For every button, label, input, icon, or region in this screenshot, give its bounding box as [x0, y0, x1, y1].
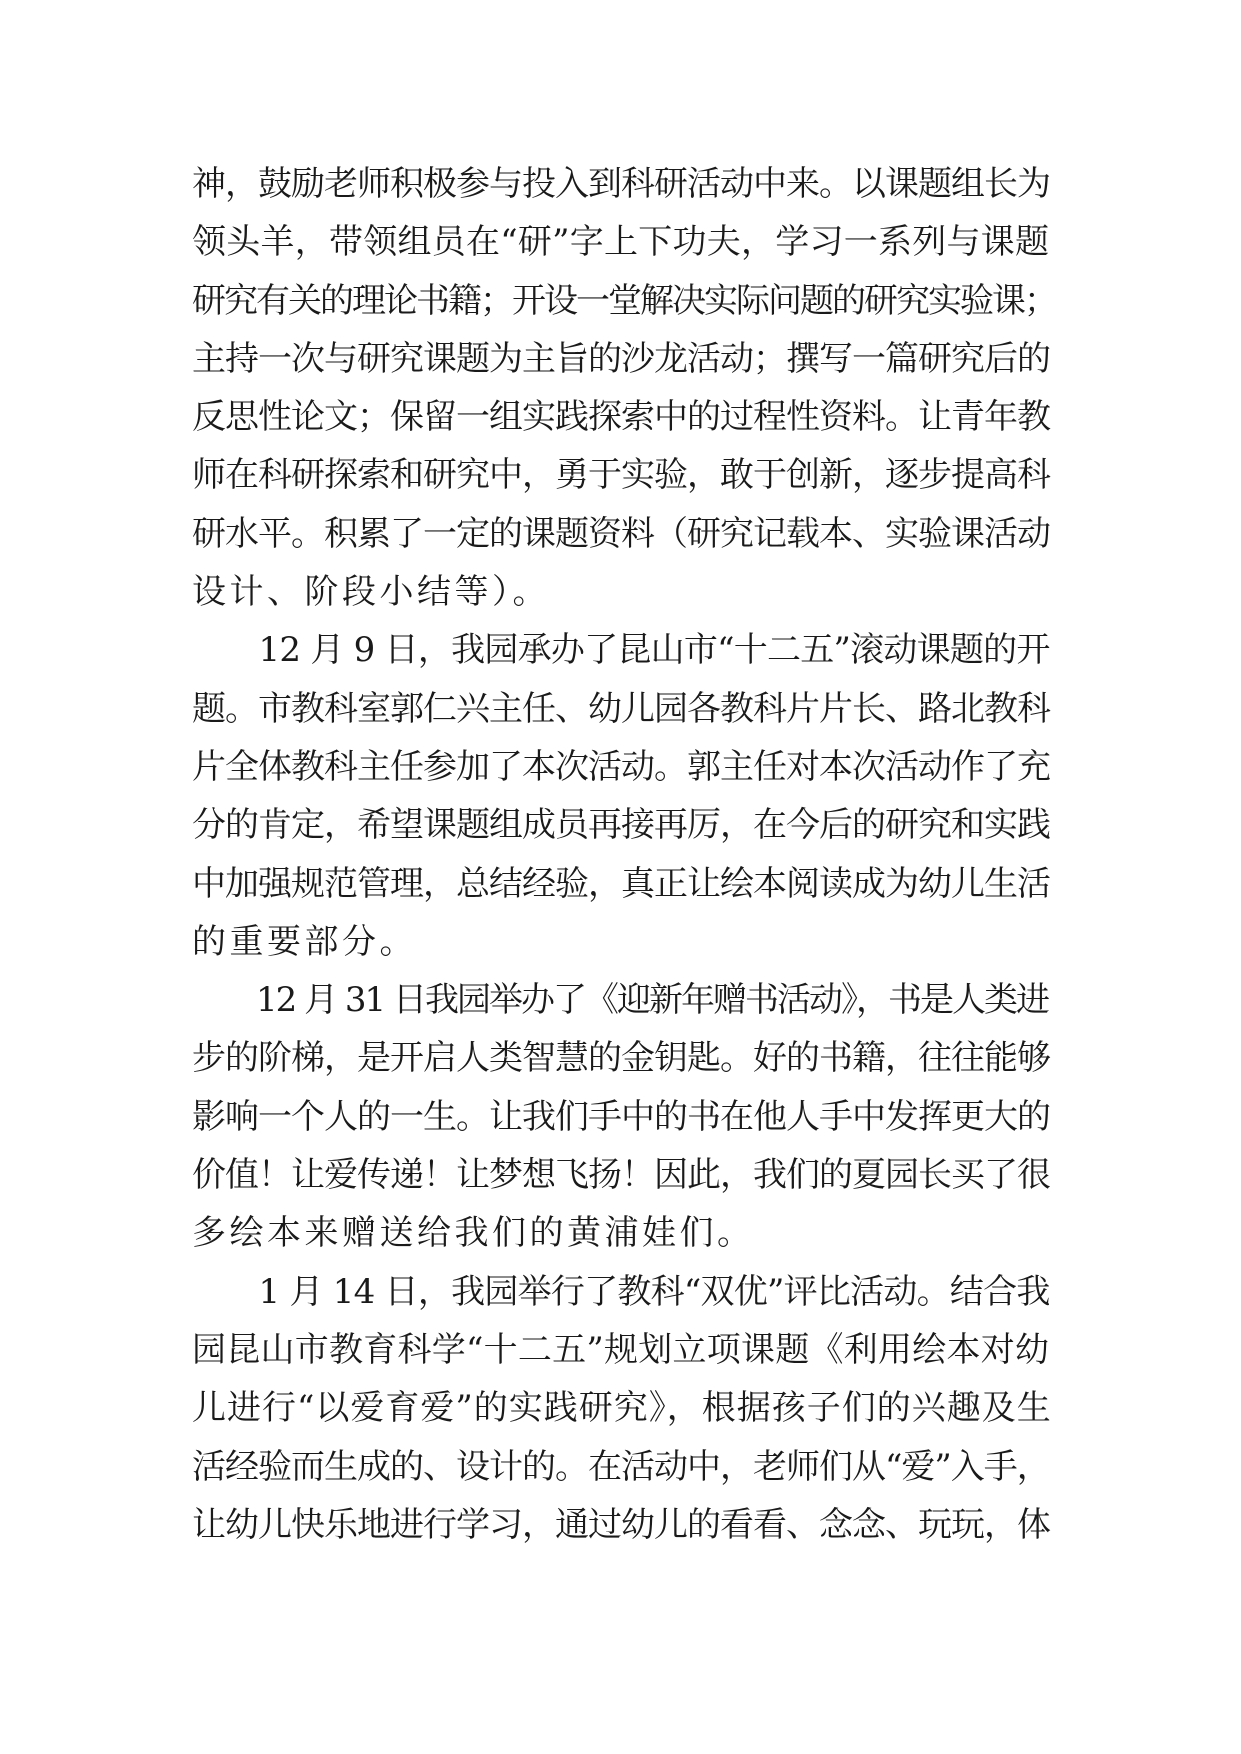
text-line: 让幼儿快乐地进行学习，通过幼儿的看看、念念、玩玩，体	[192, 1504, 1050, 1545]
text-line: 设计、阶段小结等）。	[192, 572, 550, 613]
text-line: 主持一次与研究课题为主旨的沙龙活动；撰写一篇研究后的	[192, 338, 1050, 379]
text-line: 领头羊，带领组员在“研”字上下功夫，学习一系列与课题	[192, 222, 1050, 263]
document-body	[192, 155, 1054, 1554]
text-line: 师在科研探索和研究中，勇于实验，敢于创新，逐步提高科	[192, 455, 1050, 496]
text-line: 影响一个人的一生。让我们手中的书在他人手中发挥更大的	[192, 1096, 1050, 1137]
text-line: 神，鼓励老师积极参与投入到科研活动中来。以课题组长为	[192, 164, 1050, 204]
text-line: 步的阶梯，是开启人类智慧的金钥匙。好的书籍，往往能够	[192, 1038, 1050, 1079]
text-line: 反思性论文；保留一组实践探索中的过程性资料。让青年教	[192, 397, 1050, 438]
text-line: 1 月 14 日，我园举行了教科“双优”评比活动。结合我	[192, 1271, 1050, 1312]
text-line: 园昆山市教育科学“十二五”规划立项课题《利用绘本对幼	[192, 1329, 1050, 1370]
text-line: 片全体教科主任参加了本次活动。郭主任对本次活动作了充	[192, 746, 1050, 787]
text-line: 题。市教科室郭仁兴主任、幼儿园各教科片片长、路北教科	[192, 688, 1050, 729]
text-line: 研水平。积累了一定的课题资料（研究记载本、实验课活动	[192, 513, 1050, 554]
text-line: 价值！让爱传递！让梦想飞扬！因此，我们的夏园长买了很	[192, 1155, 1050, 1196]
text-line: 研究有关的理论书籍；开设一堂解决实际问题的研究实验课；	[192, 280, 1056, 321]
text-line: 儿进行“以爱育爱”的实践研究》，根据孩子们的兴趣及生	[192, 1388, 1052, 1429]
text-line: 中加强规范管理，总结经验，真正让绘本阅读成为幼儿生活	[192, 863, 1050, 904]
text-line: 多绘本来赠送给我们的黄浦娃们。	[192, 1213, 755, 1254]
text-line: 12 月 31 日我园举办了《迎新年赠书活动》，书是人类进	[192, 980, 1048, 1021]
text-line: 活经验而生成的、设计的。在活动中，老师们从“爱”入手，	[192, 1446, 1050, 1487]
text-line: 分的肯定，希望课题组成员再接再厉，在今后的研究和实践	[192, 805, 1050, 846]
text-line: 的重要部分。	[192, 921, 417, 962]
text-line: 12 月 9 日，我园承办了昆山市“十二五”滚动课题的开	[192, 630, 1050, 671]
